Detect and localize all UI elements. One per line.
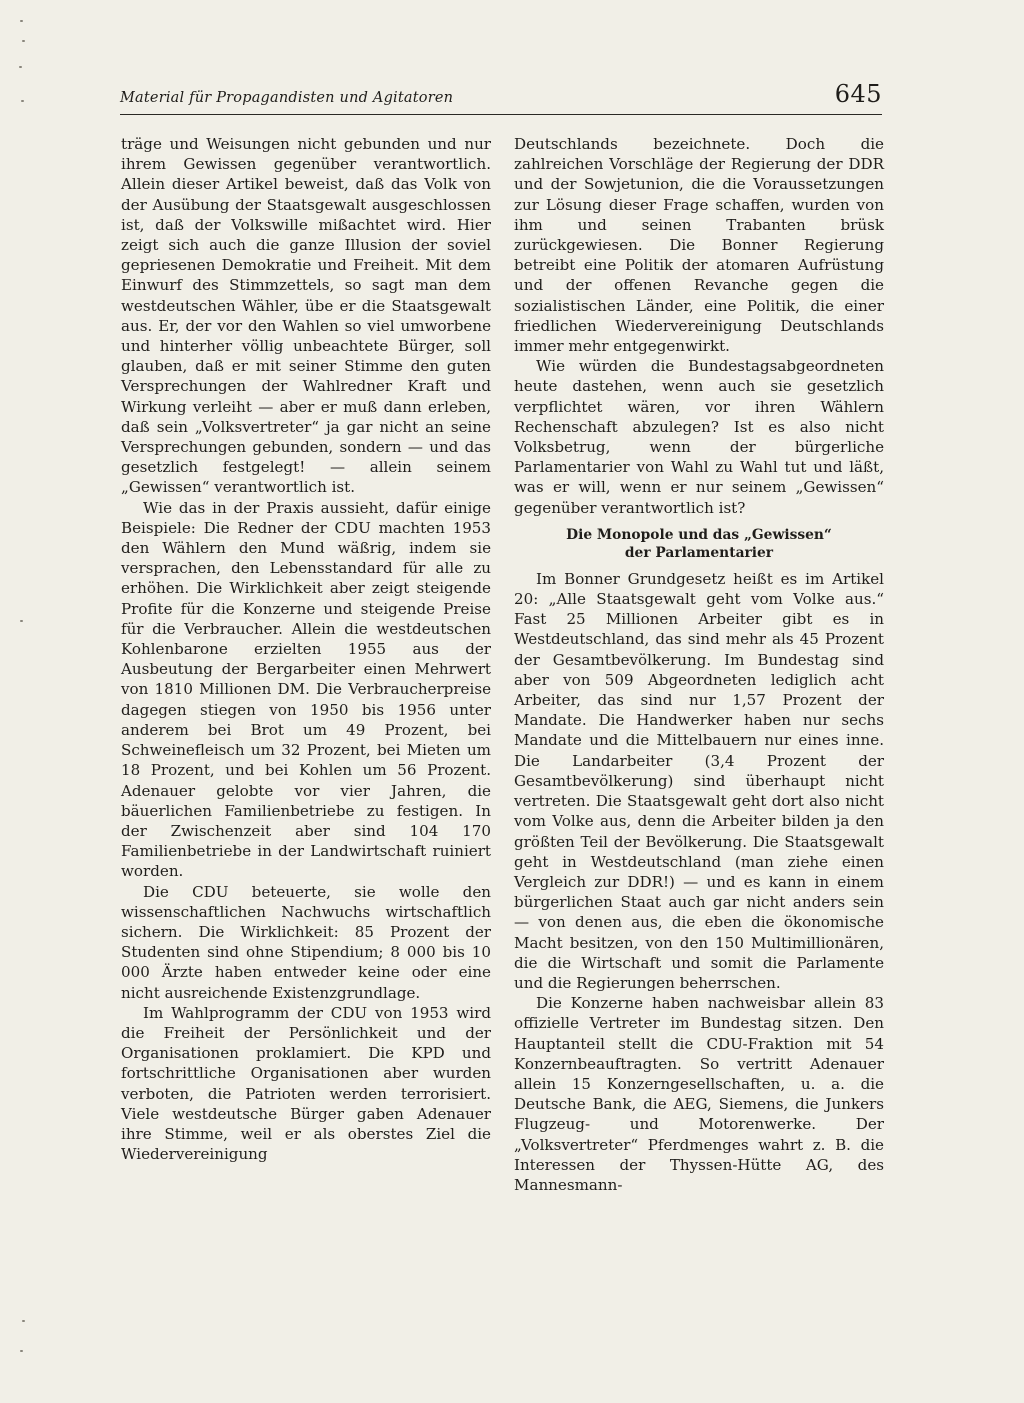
section-heading-line: der Parlamentarier	[624, 545, 774, 562]
paragraph: Im Bonner Grundgesetz heißt es im Artikel 20: „Alle Staatsgewalt geht vom Volke aus.“ Fast 25 Millionen Arbeiter gibt es in Westdeutschland, das sind mehr als 45 Prozent der Gesamtbevölkerung. Im Bundestag sind aber von 509 Abgeordneten lediglich acht Arbeiter, das sind nur 1,57 Prozent der Mandate. Die Handwerker haben nur sechs Mandate und die Mittelbauern nur eines inne. Die Landarbeiter (3,4 Prozent der Gesamtbevölkerung) sind überhaupt nicht vertreten. Die Staatsgewalt geht dort also nicht vom Volke aus, denn die Arbeiter bilden ja den größten Teil der Bevölkerung. Die Staatsgewalt geht in Westdeutschland (man ziehe einen Vergleich zur DDR!) — und es kann in einem bürgerlichen Staat auch gar nicht anders sein — von denen aus, die eben die ökonomische Macht besitzen, von den 150 Multimillionären, die die Wirtschaft und somit die Parlamente und die Regierungen beherrschen.	[514, 569, 884, 992]
running-title: Material für Propagandisten und Agitatoren	[120, 90, 454, 106]
paragraph: träge und Weisungen nicht gebunden und nur ihrem Gewissen gegenüber verantwortlich. Allein dieser Artikel beweist, daß das Volk von der Ausübung der Staatsgewalt ausgeschlossen ist, daß der Volkswille mißachtet wird. Hier zeigt sich auch die ganze Illusion der soviel gepriesenen Demokratie und Freiheit. Mit dem Einwurf des Stimmzettels, so sagt man dem westdeutschen Wähler, übe er die Staatsgewalt aus. Er, der vor den Wahlen so viel umworbene und hinterher völlig unbeachtete Bürger, soll glauben, daß er mit seiner Stimme den guten Versprechungen der Wahlredner Kraft und Wirkung verleiht — aber er muß dann erleben, daß sein „Volksvertreter“ ja gar nicht an seine Versprechungen gebunden, sondern — und das gesetzlich festgelegt! — allein seinem „Gewissen“ verantwortlich ist.	[121, 135, 491, 497]
section-heading-line: Die Monopole und das „Gewissen“	[566, 526, 832, 543]
paragraph: Wie würden die Bundestagsabgeordneten heute dastehen, wenn auch sie gesetzlich verpflichtet wären, vor ihren Wählern Rechenschaft abzulegen? Ist es also nicht Volksbetrug, wenn der bürgerliche Parlamentarier von Wahl zu Wahl tut und läßt, was er will, wenn er nur seinem „Gewissen“ gegenüber verantwortlich ist?	[514, 357, 884, 517]
paragraph: Die CDU beteuerte, sie wolle den wissenschaftlichen Nachwuchs wirtschaftlich sichern. Die Wirklichkeit: 85 Prozent der Studenten sind ohne Stipendium; 8 000 bis 10 000 Ärzte haben entweder keine oder eine nicht ausreichende Existenzgrundlage.	[121, 882, 491, 1002]
header-rule	[120, 114, 882, 115]
scan-margin-marks	[18, 20, 30, 1380]
left-column	[121, 134, 491, 1164]
paragraph: Deutschlands bezeichnete. Doch die zahlreichen Vorschläge der Regierung der DDR und der Sowjetunion, die die Voraussetzungen zur Lösung dieser Frage schaffen, wurden von ihm und seinen Trabanten brüsk zurückgewiesen. Die Bonner Regierung betreibt eine Politik der atomaren Aufrüstung und der offenen Revanche gegen die sozialistischen Länder, eine Politik, die einer friedlichen Wiedervereinigung Deutschlands immer mehr entgegenwirkt.	[514, 135, 884, 356]
paragraph: Die Konzerne haben nachweisbar allein 83 offizielle Vertreter im Bundestag sitzen. Den Hauptanteil stellt die CDU-Fraktion mit 54 Konzernbeauftragten. So vertritt Adenauer allein 15 Konzerngesellschaften, u. a. die Deutsche Bank, die AEG, Siemens, die Junkers Flugzeug- und Motorenwerke. Der „Volksvertreter“ Pferdmenges wahrt z. B. die Interessen der Thyssen-Hütte AG, des Mannesmann-	[514, 994, 884, 1194]
paragraph: Im Wahlprogramm der CDU von 1953 wird die Freiheit der Persönlichkeit und der Organisationen proklamiert. Die KPD und fortschrittliche Organisationen aber wurden verboten, die Patrioten werden terrorisiert. Viele westdeutsche Bürger gaben Adenauer ihre Stimme, weil er als oberstes Ziel die Wiedervereinigung	[121, 1003, 491, 1164]
paragraph: Wie das in der Praxis aussieht, dafür einige Beispiele: Die Redner der CDU machten 1953 den Wählern den Mund wäßrig, indem sie versprachen, den Lebensstandard für alle zu erhöhen. Die Wirklichkeit aber zeigt steigende Profite für die Konzerne und steigende Preise für die Verbraucher. Allein die westdeutschen Kohlenbarone erzielten 1955 aus der Ausbeutung der Bergarbeiter einen Mehrwert von 1810 Millionen DM. Die Verbraucherpreise dagegen stiegen von 1950 bis 1956 unter anderem bei Brot um 49 Prozent, bei Schweinefleisch um 32 Prozent, bei Mieten um 18 Prozent, und bei Kohlen um 56 Prozent. Adenauer gelobte vor vier Jahren, die bäuerlichen Familienbetriebe zu festigen. In der Zwischenzeit aber sind 104 170 Familienbetriebe in der Landwirtschaft ruiniert worden.	[121, 498, 491, 881]
page-number: 645	[834, 80, 882, 108]
section-heading	[514, 526, 884, 563]
page-header	[120, 80, 882, 112]
right-column	[514, 134, 884, 1195]
